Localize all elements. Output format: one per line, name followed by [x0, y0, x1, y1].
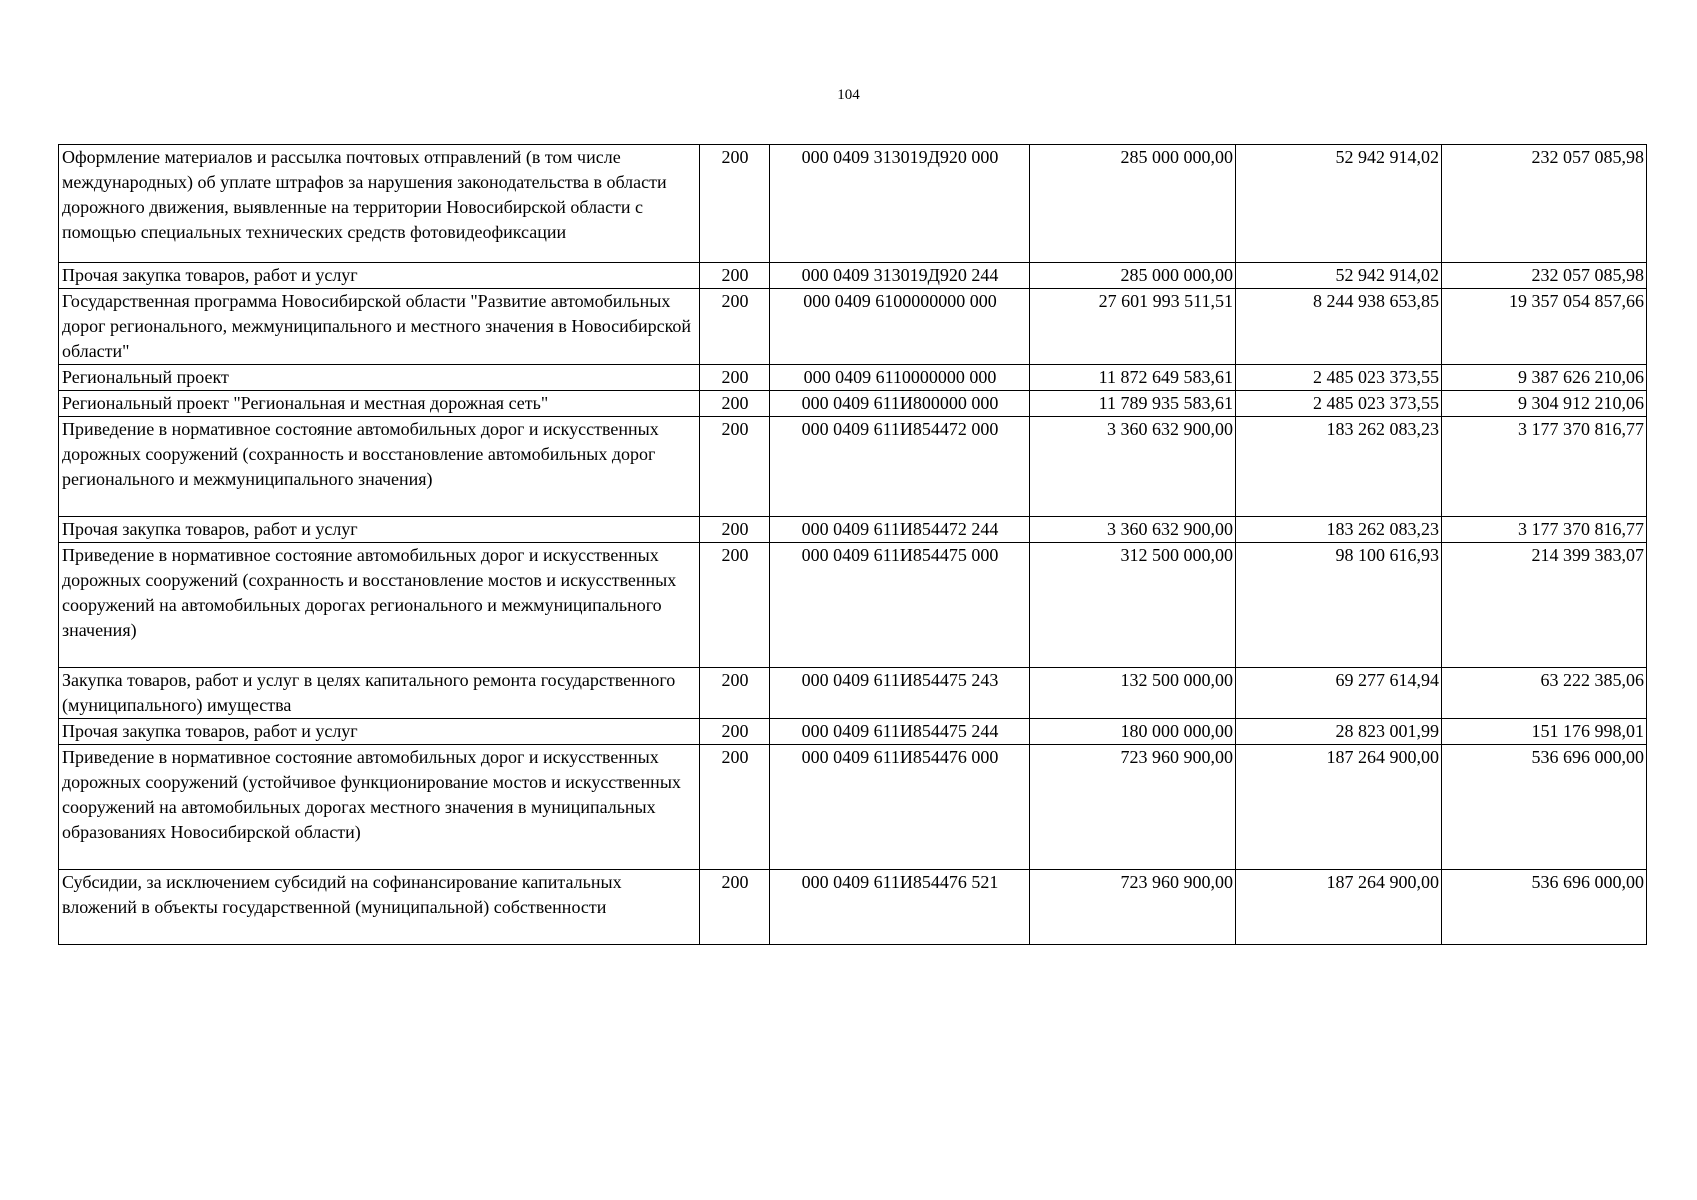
row-executed: 183 262 083,23	[1236, 417, 1442, 517]
row-unexecuted: 214 399 383,07	[1442, 543, 1647, 668]
row-approved: 11 872 649 583,61	[1030, 365, 1236, 391]
row-name: Субсидии, за исключением субсидий на софинансирование капитальных вложений в объекты государственной (муниципальной) собственности	[59, 870, 700, 945]
row-name: Прочая закупка товаров, работ и услуг	[59, 263, 700, 289]
row-code: 200	[700, 517, 770, 543]
row-code: 200	[700, 668, 770, 719]
row-classification: 000 0409 611И854472 000	[770, 417, 1030, 517]
row-executed: 28 823 001,99	[1236, 719, 1442, 745]
row-code: 200	[700, 745, 770, 870]
table-row	[59, 745, 1647, 870]
row-name: Оформление материалов и рассылка почтовых отправлений (в том числе международных) об уплате штрафов за нарушения законодательства в области дорожного движения, выявленные на территории Новосибирской области с помощью специальных технических средств фотовидеофиксации	[59, 145, 700, 263]
table-row	[59, 289, 1647, 365]
row-unexecuted: 3 177 370 816,77	[1442, 417, 1647, 517]
row-code: 200	[700, 417, 770, 517]
page-number: 104	[837, 87, 860, 103]
table-row	[59, 719, 1647, 745]
row-executed: 98 100 616,93	[1236, 543, 1442, 668]
row-approved: 3 360 632 900,00	[1030, 417, 1236, 517]
row-classification: 000 0409 313019Д920 000	[770, 145, 1030, 263]
row-classification: 000 0409 611И854472 244	[770, 517, 1030, 543]
row-classification: 000 0409 6110000000 000	[770, 365, 1030, 391]
row-code: 200	[700, 719, 770, 745]
row-code: 200	[700, 145, 770, 263]
row-classification: 000 0409 611И854475 244	[770, 719, 1030, 745]
row-code: 200	[700, 870, 770, 945]
row-code: 200	[700, 391, 770, 417]
row-name: Региональный проект	[59, 365, 700, 391]
row-executed: 69 277 614,94	[1236, 668, 1442, 719]
row-name: Региональный проект "Региональная и местная дорожная сеть"	[59, 391, 700, 417]
row-name: Прочая закупка товаров, работ и услуг	[59, 719, 700, 745]
table-row	[59, 263, 1647, 289]
row-code: 200	[700, 289, 770, 365]
row-executed: 2 485 023 373,55	[1236, 391, 1442, 417]
row-approved: 312 500 000,00	[1030, 543, 1236, 668]
row-executed: 2 485 023 373,55	[1236, 365, 1442, 391]
row-name: Приведение в нормативное состояние автомобильных дорог и искусственных дорожных сооружений (устойчивое функционирование мостов и искусственных сооружений на автомобильных дорогах местного значения в муниципальных образованиях Новосибирской области)	[59, 745, 700, 870]
row-classification: 000 0409 611И854475 000	[770, 543, 1030, 668]
row-name: Приведение в нормативное состояние автомобильных дорог и искусственных дорожных сооружений (сохранность и восстановление мостов и искусственных сооружений на автомобильных дорогах регионального и межмуниципального значения)	[59, 543, 700, 668]
row-approved: 723 960 900,00	[1030, 745, 1236, 870]
row-executed: 187 264 900,00	[1236, 745, 1442, 870]
table-row	[59, 870, 1647, 945]
row-code: 200	[700, 263, 770, 289]
row-code: 200	[700, 365, 770, 391]
row-executed: 187 264 900,00	[1236, 870, 1442, 945]
table-row	[59, 145, 1647, 263]
row-classification: 000 0409 6100000000 000	[770, 289, 1030, 365]
row-unexecuted: 63 222 385,06	[1442, 668, 1647, 719]
row-approved: 723 960 900,00	[1030, 870, 1236, 945]
row-executed: 52 942 914,02	[1236, 145, 1442, 263]
row-name: Прочая закупка товаров, работ и услуг	[59, 517, 700, 543]
row-approved: 27 601 993 511,51	[1030, 289, 1236, 365]
row-name: Закупка товаров, работ и услуг в целях капитального ремонта государственного (муниципального) имущества	[59, 668, 700, 719]
row-approved: 285 000 000,00	[1030, 145, 1236, 263]
table-row	[59, 543, 1647, 668]
row-unexecuted: 9 387 626 210,06	[1442, 365, 1647, 391]
row-approved: 180 000 000,00	[1030, 719, 1236, 745]
row-unexecuted: 3 177 370 816,77	[1442, 517, 1647, 543]
row-classification: 000 0409 611И800000 000	[770, 391, 1030, 417]
row-classification: 000 0409 611И854476 521	[770, 870, 1030, 945]
table-row	[59, 365, 1647, 391]
row-approved: 11 789 935 583,61	[1030, 391, 1236, 417]
row-approved: 3 360 632 900,00	[1030, 517, 1236, 543]
row-unexecuted: 19 357 054 857,66	[1442, 289, 1647, 365]
row-unexecuted: 151 176 998,01	[1442, 719, 1647, 745]
row-unexecuted: 536 696 000,00	[1442, 870, 1647, 945]
row-unexecuted: 536 696 000,00	[1442, 745, 1647, 870]
row-classification: 000 0409 611И854476 000	[770, 745, 1030, 870]
row-unexecuted: 9 304 912 210,06	[1442, 391, 1647, 417]
row-classification: 000 0409 611И854475 243	[770, 668, 1030, 719]
table-row	[59, 668, 1647, 719]
row-approved: 285 000 000,00	[1030, 263, 1236, 289]
row-classification: 000 0409 313019Д920 244	[770, 263, 1030, 289]
row-unexecuted: 232 057 085,98	[1442, 263, 1647, 289]
budget-execution-table	[58, 144, 1647, 945]
row-executed: 52 942 914,02	[1236, 263, 1442, 289]
table-row	[59, 517, 1647, 543]
row-code: 200	[700, 543, 770, 668]
row-approved: 132 500 000,00	[1030, 668, 1236, 719]
row-executed: 183 262 083,23	[1236, 517, 1442, 543]
row-executed: 8 244 938 653,85	[1236, 289, 1442, 365]
table-row	[59, 391, 1647, 417]
table-row	[59, 417, 1647, 517]
row-name: Государственная программа Новосибирской области "Развитие автомобильных дорог регионального, межмуниципального и местного значения в Новосибирской области"	[59, 289, 700, 365]
row-name: Приведение в нормативное состояние автомобильных дорог и искусственных дорожных сооружений (сохранность и восстановление автомобильных дорог регионального и межмуниципального значения)	[59, 417, 700, 517]
row-unexecuted: 232 057 085,98	[1442, 145, 1647, 263]
